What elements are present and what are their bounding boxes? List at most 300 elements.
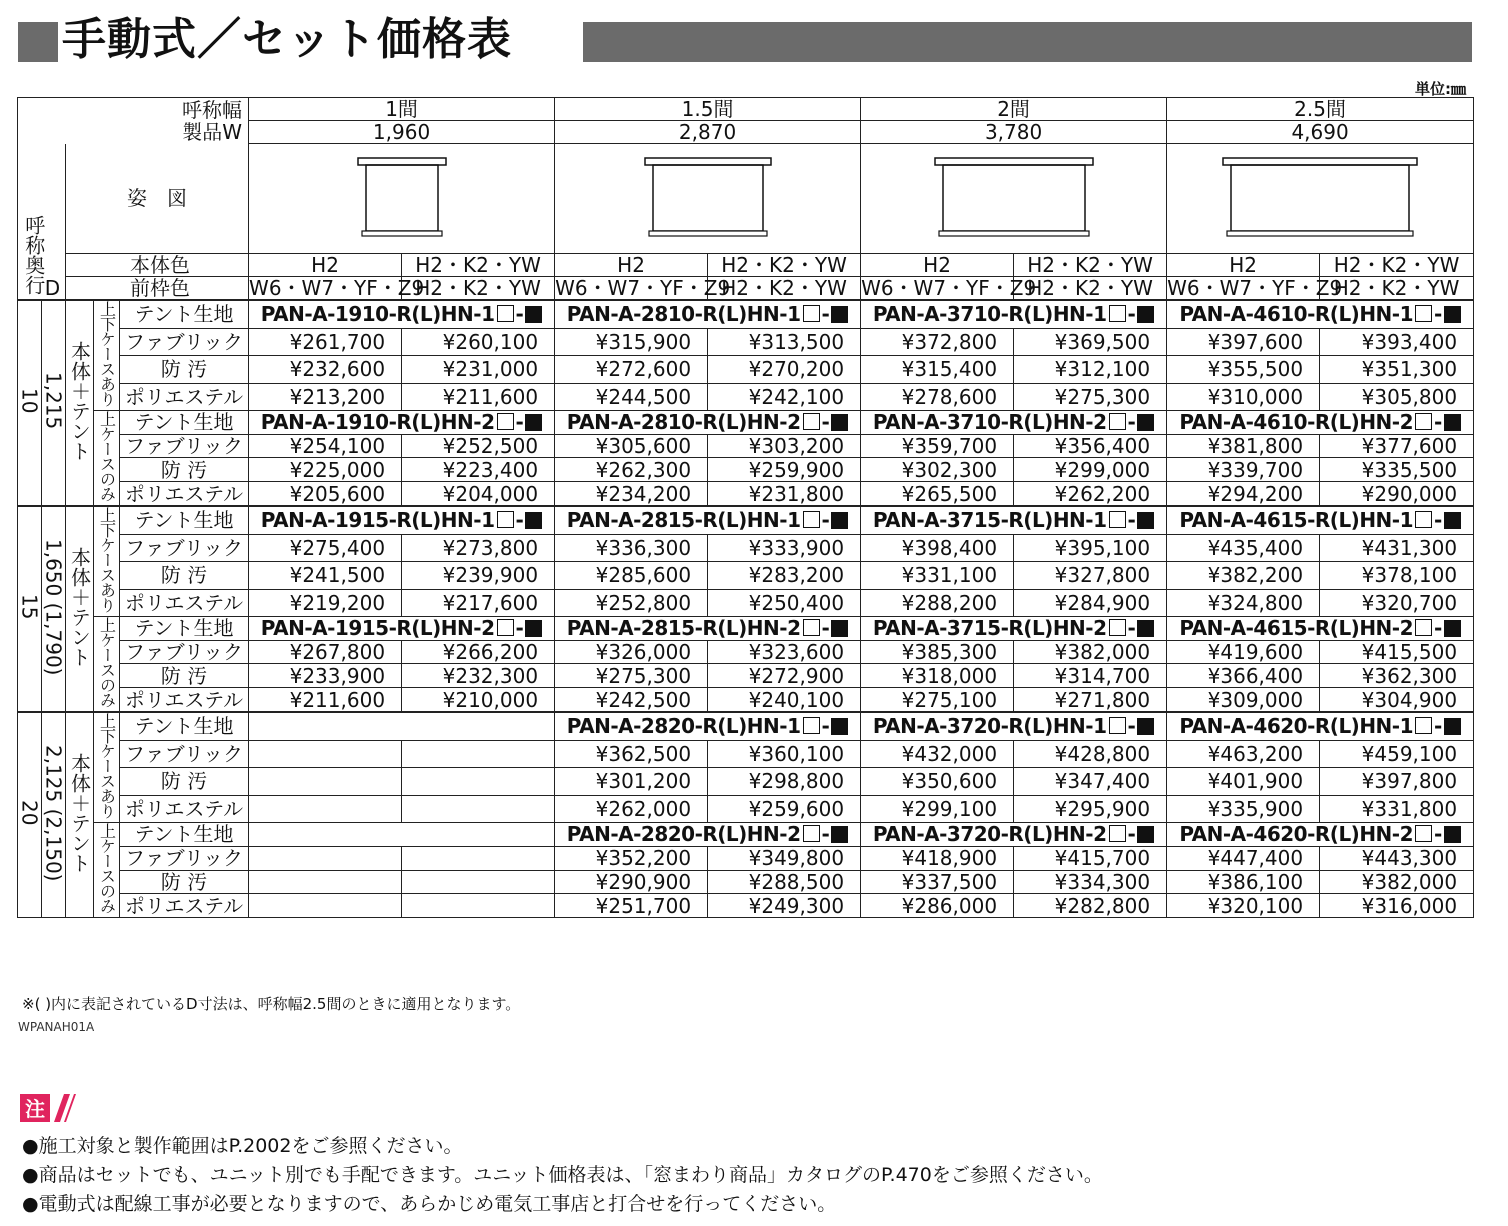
price-cell: ¥381,800 [1167,434,1320,458]
model-code: PAN-A-1915-R(L)HN-1 [260,508,495,533]
note-badge-icon [20,1094,76,1122]
color-box-empty-icon [1415,717,1432,734]
color-box-empty-icon [497,305,514,322]
price-cell [402,740,555,767]
price-cell: ¥286,000 [861,894,1014,918]
case-type-cell [94,300,120,411]
price-cell: ¥290,900 [555,870,708,894]
price-cell: ¥382,200 [1167,562,1320,589]
fabric-label-cell [120,664,249,688]
price-cell: ¥213,200 [249,383,402,411]
price-cell: ¥347,400 [1014,768,1167,795]
price-cell: ¥398,400 [861,534,1014,561]
depth-value-cell [18,506,42,712]
model-code-cell [555,712,861,740]
price-cell [402,846,555,870]
set-label-cell [66,300,94,506]
price-cell: ¥419,600 [1167,640,1320,664]
color-box-filled-icon [1444,414,1461,431]
price-cell: ¥272,600 [555,356,708,383]
code-dash: - [1127,822,1136,847]
case-type-label: 上ケースのみ [97,617,117,707]
color-box-filled-icon [1444,512,1461,529]
price-cell: ¥435,400 [1167,534,1320,561]
price-cell: ¥349,800 [708,846,861,870]
price-cell: ¥259,900 [708,458,861,482]
tent-fabric-label-cell [120,411,249,435]
fabric-label: ポリエステル [124,590,244,615]
price-cell: ¥395,100 [1014,534,1167,561]
color-box-empty-icon [1415,305,1432,322]
set-label: 本体＋テント [67,341,92,461]
price-cell: ¥232,300 [402,664,555,688]
price-cell: ¥210,000 [402,688,555,712]
color-box-empty-icon [1109,305,1126,322]
fabric-label-cell [120,894,249,918]
color-box-empty-icon [1109,717,1126,734]
price-cell: ¥299,000 [1014,458,1167,482]
model-code-cell [1167,823,1474,847]
color-box-filled-icon [1137,512,1154,529]
fabric-label: 防 汚 [160,457,208,482]
body-color-label-cell [66,254,249,277]
price-cell: ¥262,300 [555,458,708,482]
model-code-cell [555,617,861,641]
color-box-filled-icon [831,306,848,323]
d-dimension-cell [42,506,66,712]
color-box-filled-icon [831,414,848,431]
d-dimension-cell [42,300,66,506]
color-box-empty-icon [803,413,820,430]
product-width-cell: 1,960 [249,121,555,144]
price-cell: ¥443,300 [1320,846,1474,870]
price-cell: ¥273,800 [402,534,555,561]
color-box-filled-icon [831,512,848,529]
body-color-cell: H2・K2・YW [1014,254,1167,277]
nominal-width-cell: 2.5間 [1167,98,1474,121]
tent-fabric-label: テント生地 [134,616,234,641]
code-dash: - [515,508,524,533]
fabric-label: ポリエステル [124,893,244,918]
model-code: PAN-A-3715-R(L)HN-2 [872,616,1107,641]
price-cell: ¥290,000 [1320,482,1474,506]
price-cell: ¥265,500 [861,482,1014,506]
model-code-cell [861,300,1167,328]
price-cell: ¥315,900 [555,328,708,355]
code-dash: - [1434,714,1442,739]
price-cell: ¥259,600 [708,795,861,823]
price-cell: ¥313,500 [708,328,861,355]
code-dash: - [1434,822,1442,847]
color-box-filled-icon [525,306,542,323]
body-color-cell: H2・K2・YW [1320,254,1474,277]
fabric-label-cell [120,768,249,795]
model-code: PAN-A-4620-R(L)HN-1 [1179,714,1414,739]
color-box-empty-icon [1109,825,1126,842]
figure-cell [861,144,1167,254]
fabric-label-cell [120,328,249,355]
model-code-cell [861,506,1167,534]
set-label: 本体＋テント [67,753,92,873]
color-box-filled-icon [1444,826,1461,843]
depth-value: 10 [17,388,42,414]
case-type-cell [94,411,120,507]
price-cell: ¥459,100 [1320,740,1474,767]
model-code: PAN-A-3720-R(L)HN-2 [872,822,1107,847]
model-code-cell [1167,506,1474,534]
depth-value-cell [18,300,42,506]
price-cell: ¥303,200 [708,434,861,458]
depth-value: 15 [17,594,42,620]
model-code-cell [861,712,1167,740]
tent-fabric-label-cell [120,506,249,534]
case-type-cell [94,506,120,617]
note-item: ●商品はセットでも、ユニット別でも手配できます。ユニット価格表は、「窓まわり商品」カタログのP.470をご参照ください。 [22,1164,1103,1186]
price-cell: ¥324,800 [1167,589,1320,617]
depth-value-cell [18,712,42,918]
model-code: PAN-A-2820-R(L)HN-1 [566,714,801,739]
code-dash: - [1127,302,1136,327]
code-dash: - [1127,616,1136,641]
price-cell: ¥432,000 [861,740,1014,767]
frame-color-cell: W6・W7・YF・Z9 [861,276,1037,300]
price-cell: ¥275,300 [1014,383,1167,411]
price-cell: ¥360,100 [708,740,861,767]
code-dash: - [821,508,830,533]
color-box-filled-icon [1137,620,1154,637]
code-dash: - [1434,616,1442,641]
color-box-filled-icon [1137,306,1154,323]
d-dimension: 1,650 (1,790) [41,538,66,676]
price-cell: ¥378,100 [1320,562,1474,589]
price-cell: ¥217,600 [402,589,555,617]
awning-elevation-icon [934,157,1094,241]
price-cell [249,740,402,767]
code-dash: - [1127,714,1136,739]
code-dash: - [515,616,524,641]
color-box-filled-icon [831,620,848,637]
d-dimension: 1,215 [41,372,66,430]
fabric-label-cell [120,589,249,617]
price-cell: ¥288,200 [861,589,1014,617]
product-width-cell: 4,690 [1167,121,1474,144]
frame-color-label-cell [66,277,249,301]
model-code: PAN-A-3710-R(L)HN-2 [872,410,1107,435]
price-cell: ¥335,900 [1167,795,1320,823]
model-code-cell [249,300,555,328]
price-cell: ¥244,500 [555,383,708,411]
code-dash: - [515,302,524,327]
price-cell: ¥382,000 [1014,640,1167,664]
tent-fabric-label: テント生地 [134,822,234,847]
price-cell: ¥275,400 [249,534,402,561]
price-cell: ¥232,600 [249,356,402,383]
figure-cell [249,144,555,254]
color-box-empty-icon [1415,825,1432,842]
tent-fabric-label-cell [120,823,249,847]
frame-color-cell: W6・W7・YF・Z9 [555,276,731,300]
price-cell: ¥359,700 [861,434,1014,458]
code-dash: - [1434,302,1442,327]
model-code: PAN-A-2815-R(L)HN-2 [566,616,801,641]
set-label-cell [66,506,94,712]
nominal-width-label: 呼称幅 [182,97,243,122]
price-cell: ¥333,900 [708,534,861,561]
price-cell: ¥339,700 [1167,458,1320,482]
price-cell: ¥386,100 [1167,870,1320,894]
color-box-empty-icon [803,511,820,528]
case-type-label: 上ケースのみ [97,823,117,913]
color-box-empty-icon [803,619,820,636]
price-cell: ¥239,900 [402,562,555,589]
model-code: PAN-A-4610-R(L)HN-1 [1179,302,1414,327]
price-cell: ¥316,000 [1320,894,1474,918]
fabric-label-cell [120,434,249,458]
price-cell: ¥320,100 [1167,894,1320,918]
depth-label: 呼称奥行 [21,215,46,295]
set-label: 本体＋テント [67,547,92,667]
price-cell: ¥326,000 [555,640,708,664]
price-cell: ¥463,200 [1167,740,1320,767]
price-cell: ¥428,800 [1014,740,1167,767]
price-cell: ¥352,200 [555,846,708,870]
price-cell: ¥401,900 [1167,768,1320,795]
price-cell: ¥240,100 [708,688,861,712]
tent-fabric-label-cell [120,617,249,641]
front-frame-label: 前枠色 [130,276,191,300]
price-cell: ¥314,700 [1014,664,1167,688]
model-code-cell [861,823,1167,847]
price-cell: ¥310,000 [1167,383,1320,411]
model-code-cell [1167,300,1474,328]
model-code-cell [555,300,861,328]
code-dash: - [1434,508,1442,533]
tent-fabric-label-cell [120,712,249,740]
code-dash: - [821,714,830,739]
price-cell: ¥318,000 [861,664,1014,688]
fabric-label: 防 汚 [160,563,208,588]
nominal-width-cell: 1.5間 [555,98,861,121]
d-dimension: 2,125 (2,150) [41,744,66,882]
awning-elevation-icon [357,157,447,241]
doc-code: WPANAH01A [18,1020,95,1034]
price-cell: ¥275,300 [555,664,708,688]
price-cell: ¥337,500 [861,870,1014,894]
price-cell [249,894,402,918]
frame-color-cell: H2・K2・YW [1320,277,1474,301]
figure-label: 姿 図 [127,186,188,211]
case-type-cell [94,823,120,918]
price-cell: ¥250,400 [708,589,861,617]
fabric-label-cell [120,640,249,664]
price-cell: ¥261,700 [249,328,402,355]
fabric-label-cell [120,562,249,589]
code-dash: - [1434,410,1442,435]
depth-header [18,144,66,301]
model-code: PAN-A-1910-R(L)HN-2 [260,410,495,435]
price-cell: ¥294,200 [1167,482,1320,506]
case-type-label: 上ケースのみ [97,411,117,501]
color-box-empty-icon [497,413,514,430]
nominal-width-cell: 2間 [861,98,1167,121]
tent-fabric-label: テント生地 [134,508,234,533]
model-code-cell [555,411,861,435]
color-box-empty-icon [1415,619,1432,636]
price-cell: ¥351,300 [1320,356,1474,383]
price-cell [249,795,402,823]
price-cell [402,870,555,894]
price-cell: ¥355,500 [1167,356,1320,383]
set-label-cell [66,712,94,918]
color-box-empty-icon [1415,511,1432,528]
price-cell: ¥385,300 [861,640,1014,664]
color-box-empty-icon [803,825,820,842]
model-code: PAN-A-3720-R(L)HN-1 [872,714,1107,739]
awning-elevation-icon [1222,157,1418,241]
color-box-empty-icon [497,511,514,528]
price-cell: ¥295,900 [1014,795,1167,823]
model-code-cell [861,617,1167,641]
color-box-empty-icon [1109,511,1126,528]
price-cell: ¥231,000 [402,356,555,383]
body-color-cell: H2 [249,254,402,277]
depth-symbol: D [44,276,61,300]
fabric-label-cell [120,458,249,482]
model-code-cell [555,823,861,847]
fabric-label: ファブリック [125,434,244,459]
color-box-filled-icon [525,512,542,529]
fabric-label: ファブリック [125,640,244,665]
notes-list [22,1132,1103,1219]
code-dash: - [821,410,830,435]
price-cell: ¥252,800 [555,589,708,617]
price-cell: ¥431,300 [1320,534,1474,561]
price-cell: ¥262,000 [555,795,708,823]
fabric-label-cell [120,688,249,712]
price-cell: ¥211,600 [249,688,402,712]
model-code-cell [249,823,555,847]
body-color-cell: H2 [1167,254,1320,277]
fabric-label: ポリエステル [124,481,244,506]
fabric-label: ファブリック [125,846,244,871]
price-cell [402,768,555,795]
price-cell: ¥270,200 [708,356,861,383]
price-cell: ¥336,300 [555,534,708,561]
price-cell [249,846,402,870]
price-cell: ¥225,000 [249,458,402,482]
body-color-cell: H2 [861,254,1014,277]
color-box-empty-icon [803,305,820,322]
case-type-label: 上下ケースあり [97,301,117,406]
d-dimension-cell [42,712,66,918]
price-cell: ¥231,800 [708,482,861,506]
model-code: PAN-A-1910-R(L)HN-1 [260,302,495,327]
title-bar [18,8,1472,70]
awning-elevation-icon [644,157,772,241]
price-cell: ¥211,600 [402,383,555,411]
model-code-cell [555,506,861,534]
price-cell: ¥447,400 [1167,846,1320,870]
price-cell: ¥397,800 [1320,768,1474,795]
color-box-filled-icon [1444,718,1461,735]
model-code-cell [861,411,1167,435]
price-cell: ¥309,000 [1167,688,1320,712]
price-cell: ¥331,100 [861,562,1014,589]
price-table [17,97,1474,918]
fabric-label-cell [120,482,249,506]
fabric-label: 防 汚 [160,869,208,894]
corner-header [18,98,249,144]
frame-color-cell: W6・W7・YF・Z9 [249,276,425,300]
price-cell: ¥418,900 [861,846,1014,870]
price-cell [402,795,555,823]
price-cell: ¥304,900 [1320,688,1474,712]
price-cell: ¥366,400 [1167,664,1320,688]
model-code-cell [1167,712,1474,740]
price-cell: ¥262,200 [1014,482,1167,506]
frame-color-cell: W6・W7・YF・Z9 [1167,276,1343,300]
price-cell: ¥254,100 [249,434,402,458]
price-cell: ¥298,800 [708,768,861,795]
color-box-empty-icon [803,717,820,734]
body-color-cell: H2 [555,254,708,277]
tent-fabric-label-cell [120,300,249,328]
nominal-width-cell: 1間 [249,98,555,121]
price-cell: ¥335,500 [1320,458,1474,482]
fabric-label-cell [120,740,249,767]
page-title: 手動式／セット価格表 [62,14,512,65]
fabric-label: ファブリック [125,329,244,354]
code-dash: - [515,410,524,435]
code-dash: - [821,616,830,641]
frame-color-cell: H2・K2・YW [402,277,555,301]
model-code: PAN-A-4610-R(L)HN-2 [1179,410,1414,435]
price-cell [249,870,402,894]
code-dash: - [821,822,830,847]
note-item: ●施工対象と製作範囲はP.2002をご参照ください。 [22,1135,463,1157]
color-box-filled-icon [831,718,848,735]
price-cell: ¥260,100 [402,328,555,355]
price-cell: ¥241,500 [249,562,402,589]
price-cell: ¥323,600 [708,640,861,664]
price-cell: ¥242,100 [708,383,861,411]
price-cell: ¥397,600 [1167,328,1320,355]
model-code-cell [249,617,555,641]
color-box-empty-icon [1109,619,1126,636]
price-cell: ¥415,500 [1320,640,1474,664]
price-cell: ¥315,400 [861,356,1014,383]
model-code: PAN-A-3710-R(L)HN-1 [872,302,1107,327]
model-code-cell [249,411,555,435]
footnote: ※( )内に表記されているD寸法は、呼称幅2.5間のときに適用となります。 [22,995,521,1013]
code-dash: - [1127,410,1136,435]
price-cell: ¥320,700 [1320,589,1474,617]
price-cell: ¥252,500 [402,434,555,458]
price-cell: ¥331,800 [1320,795,1474,823]
price-cell [402,894,555,918]
price-cell: ¥362,300 [1320,664,1474,688]
price-cell: ¥393,400 [1320,328,1474,355]
product-width-label: 製品W [182,119,243,144]
price-cell: ¥275,100 [861,688,1014,712]
price-cell: ¥233,900 [249,664,402,688]
price-cell: ¥305,600 [555,434,708,458]
price-cell: ¥271,800 [1014,688,1167,712]
tent-fabric-label: テント生地 [134,410,234,435]
price-cell: ¥219,200 [249,589,402,617]
model-code-cell [1167,617,1474,641]
fabric-label: 防 汚 [160,357,208,382]
